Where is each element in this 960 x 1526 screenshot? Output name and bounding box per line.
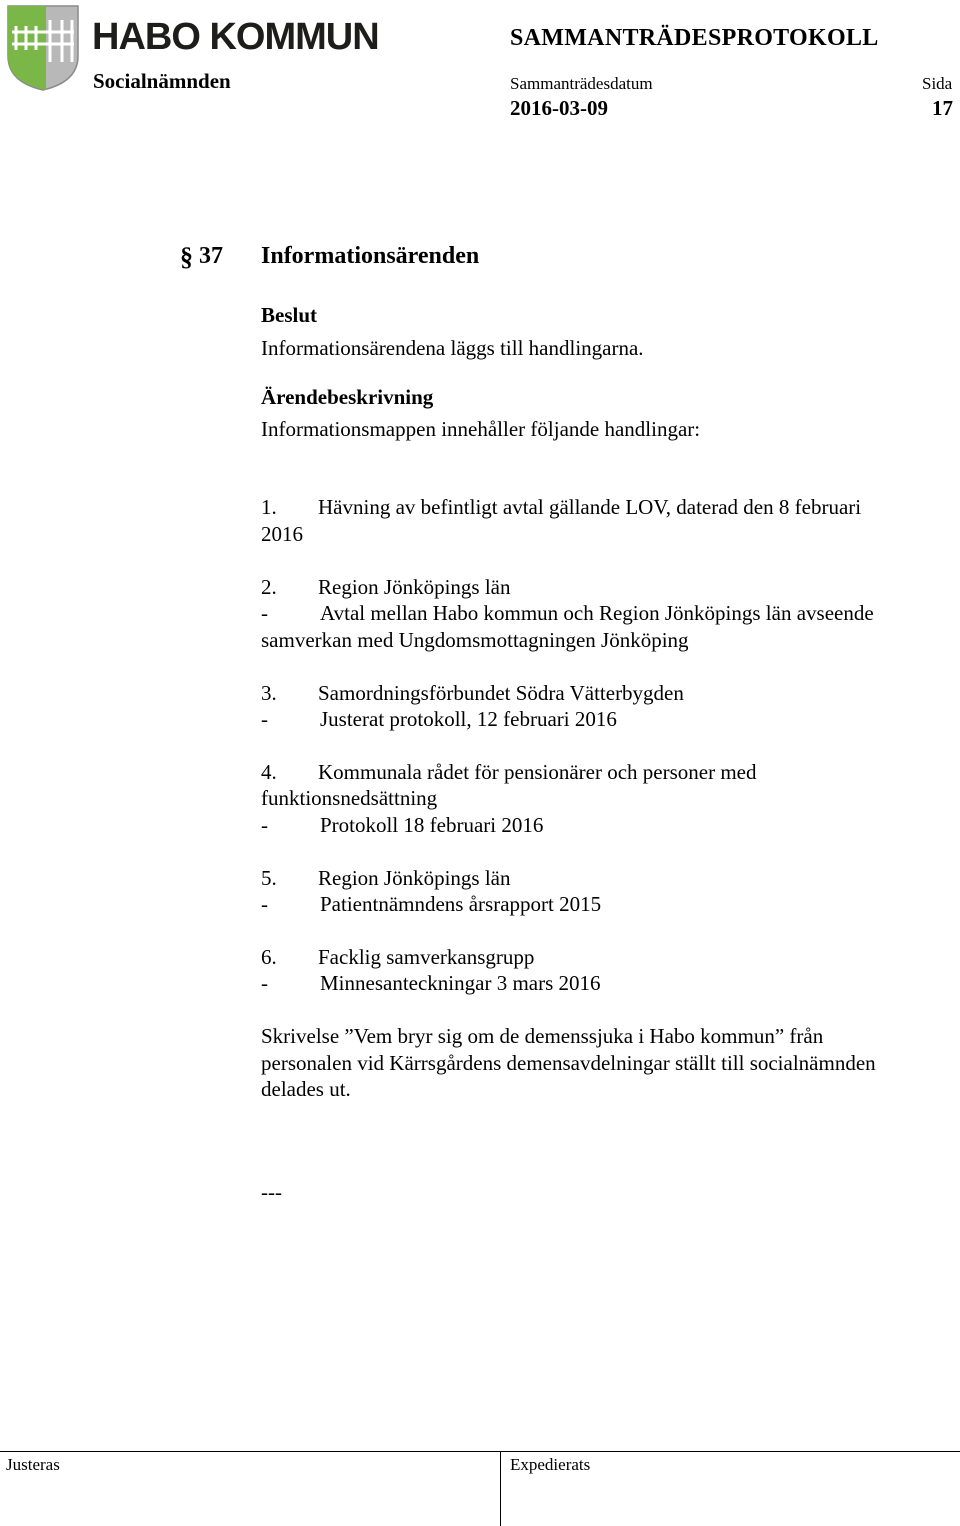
end-marker: ---: [261, 1180, 282, 1204]
list-item-number: 1.: [261, 495, 277, 519]
letter-line-2: personalen vid Kärrsgårdens demensavdelningar ställt till socialnämnden: [261, 1051, 876, 1075]
document-type: SAMMANTRÄDESPROTOKOLL: [510, 25, 879, 51]
list-item-title: Region Jönköpings län: [318, 866, 511, 890]
decision-heading: Beslut: [261, 303, 318, 327]
list-item-dash: -: [261, 971, 268, 995]
list-item-title: Hävning av befintligt avtal gällande LOV, daterad den 8 februari: [318, 495, 862, 519]
footer-column-divider: [500, 1451, 501, 1526]
list-item-subtext: Avtal mellan Habo kommun och Region Jönköpings län avseende: [320, 601, 874, 625]
list-item-number: 2.: [261, 575, 277, 599]
letter-line-3: delades ut.: [261, 1077, 351, 1101]
justeras-label: Justeras: [6, 1455, 60, 1474]
meeting-date-label: Sammanträdesdatum: [510, 74, 653, 93]
list-item-subtext: Protokoll 18 februari 2016: [320, 813, 544, 837]
list-item-dash: -: [261, 707, 268, 731]
list-item-title-continuation: 2016: [261, 522, 303, 546]
page-label: Sida: [922, 74, 953, 93]
list-item-title: Region Jönköpings län: [318, 575, 511, 599]
list-item-subtext: Justerat protokoll, 12 februari 2016: [320, 707, 617, 731]
footer-divider: [0, 1451, 960, 1452]
list-item-dash: -: [261, 601, 268, 625]
list-item-title-continuation: funktionsnedsättning: [261, 786, 438, 810]
department-name: Socialnämnden: [93, 69, 231, 93]
list-item-subtext: Minnesanteckningar 3 mars 2016: [320, 971, 601, 995]
description-intro: Informationsmappen innehåller följande handlingar:: [261, 417, 701, 441]
decision-text: Informationsärendena läggs till handlingarna.: [261, 336, 644, 360]
section-number: 37: [199, 243, 223, 269]
list-item-title: Facklig samverkansgrupp: [318, 945, 535, 969]
letter-line-1: Skrivelse ”Vem bryr sig om de demenssjuka i Habo kommun” från: [261, 1024, 824, 1048]
paragraph-symbol: §: [180, 242, 193, 271]
description-heading: Ärendebeskrivning: [261, 385, 434, 409]
list-item-title: Samordningsförbundet Södra Vätterbygden: [318, 681, 684, 705]
list-item-dash: -: [261, 892, 268, 916]
list-item-dash: -: [261, 813, 268, 837]
municipality-logo-text: HABO KOMMUN: [92, 16, 379, 58]
list-item-number: 5.: [261, 866, 277, 890]
list-item-number: 4.: [261, 760, 277, 784]
habo-coat-of-arms-logo: [6, 4, 80, 92]
section-title: Informationsärenden: [261, 243, 480, 269]
page-number: 17: [932, 96, 953, 120]
list-item-title: Kommunala rådet för pensionärer och personer med: [318, 760, 757, 784]
meeting-date: 2016-03-09: [510, 96, 608, 120]
expedierats-label: Expedierats: [510, 1455, 591, 1474]
list-item-subtext-continuation: samverkan med Ungdomsmottagningen Jönköping: [261, 628, 689, 652]
list-item-subtext: Patientnämndens årsrapport 2015: [320, 892, 602, 916]
list-item-number: 3.: [261, 681, 277, 705]
list-item-number: 6.: [261, 945, 277, 969]
